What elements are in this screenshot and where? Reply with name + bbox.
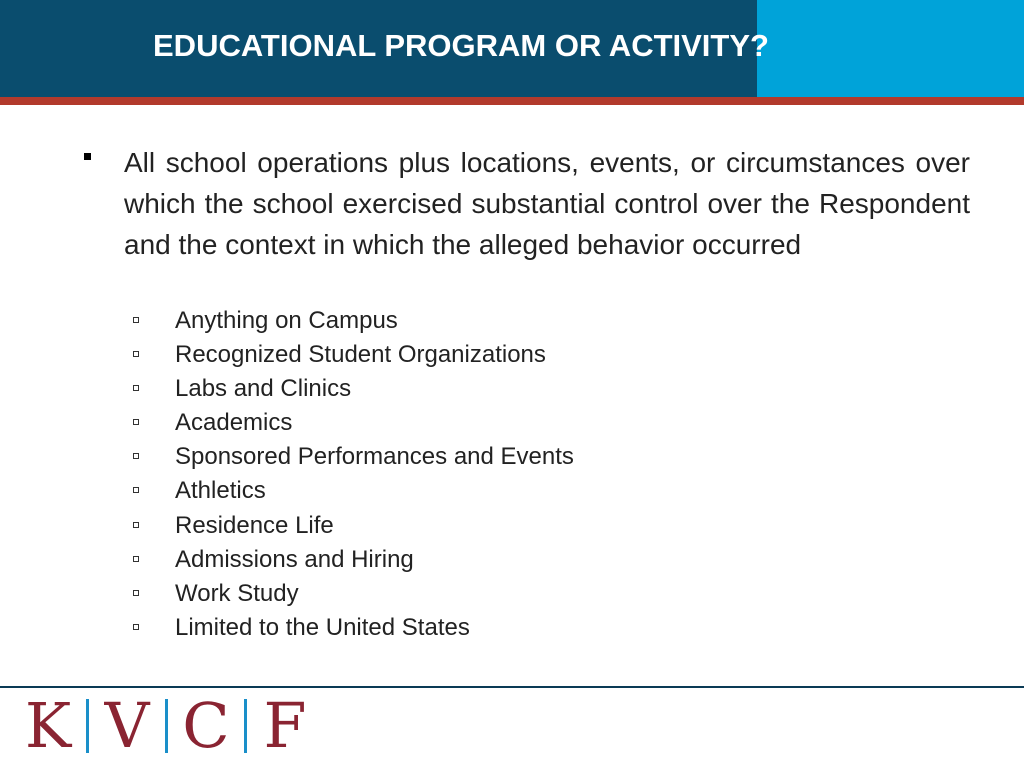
main-bullet-text: All school operations plus locations, events, or circumstances over which the school exercised substantial control over the Respondent and the context in which the alleged behavior occurred (124, 147, 970, 260)
list-item (0, 545, 1024, 579)
hollow-square-bullet-icon (133, 556, 139, 562)
list-item (0, 613, 1024, 647)
list-item-text: Admissions and Hiring (175, 545, 414, 573)
list-item-text: Athletics (175, 477, 266, 505)
hollow-square-bullet-icon (133, 522, 139, 528)
list-item-text: Academics (175, 409, 293, 437)
kvcf-logo (20, 689, 313, 762)
logo-letter-k: K (24, 689, 72, 762)
hollow-square-bullet-icon (133, 351, 139, 357)
logo-letter-c: C (182, 689, 230, 762)
footer-divider (0, 686, 1024, 688)
list-item-text: Work Study (175, 579, 299, 607)
list-item (0, 442, 1024, 476)
list-item (0, 476, 1024, 510)
hollow-square-bullet-icon (133, 487, 139, 493)
sub-bullet-list (0, 306, 1024, 647)
list-item-text: Limited to the United States (175, 613, 470, 641)
list-item-text: Recognized Student Organizations (175, 341, 546, 369)
list-item (0, 511, 1024, 545)
list-item-text: Sponsored Performances and Events (175, 443, 574, 471)
hollow-square-bullet-icon (133, 385, 139, 391)
hollow-square-bullet-icon (133, 590, 139, 596)
list-item (0, 579, 1024, 613)
list-item (0, 408, 1024, 442)
logo-separator (86, 699, 89, 753)
list-item-text: Residence Life (175, 511, 334, 539)
hollow-square-bullet-icon (133, 453, 139, 459)
hollow-square-bullet-icon (133, 624, 139, 630)
hollow-square-bullet-icon (133, 419, 139, 425)
logo-separator (244, 699, 247, 753)
list-item (0, 340, 1024, 374)
square-bullet-icon (84, 153, 91, 160)
logo-separator (165, 699, 168, 753)
header-divider (0, 97, 1024, 105)
header-bar (0, 0, 1024, 97)
logo-letter-v: V (104, 689, 150, 762)
logo-letter-f: F (263, 689, 307, 762)
hollow-square-bullet-icon (133, 317, 139, 323)
list-item (0, 306, 1024, 340)
list-item-text: Anything on Campus (175, 307, 398, 334)
slide-title: EDUCATIONAL PROGRAM OR ACTIVITY? (153, 28, 769, 63)
list-item (0, 374, 1024, 408)
list-item-text: Labs and Clinics (175, 375, 352, 403)
